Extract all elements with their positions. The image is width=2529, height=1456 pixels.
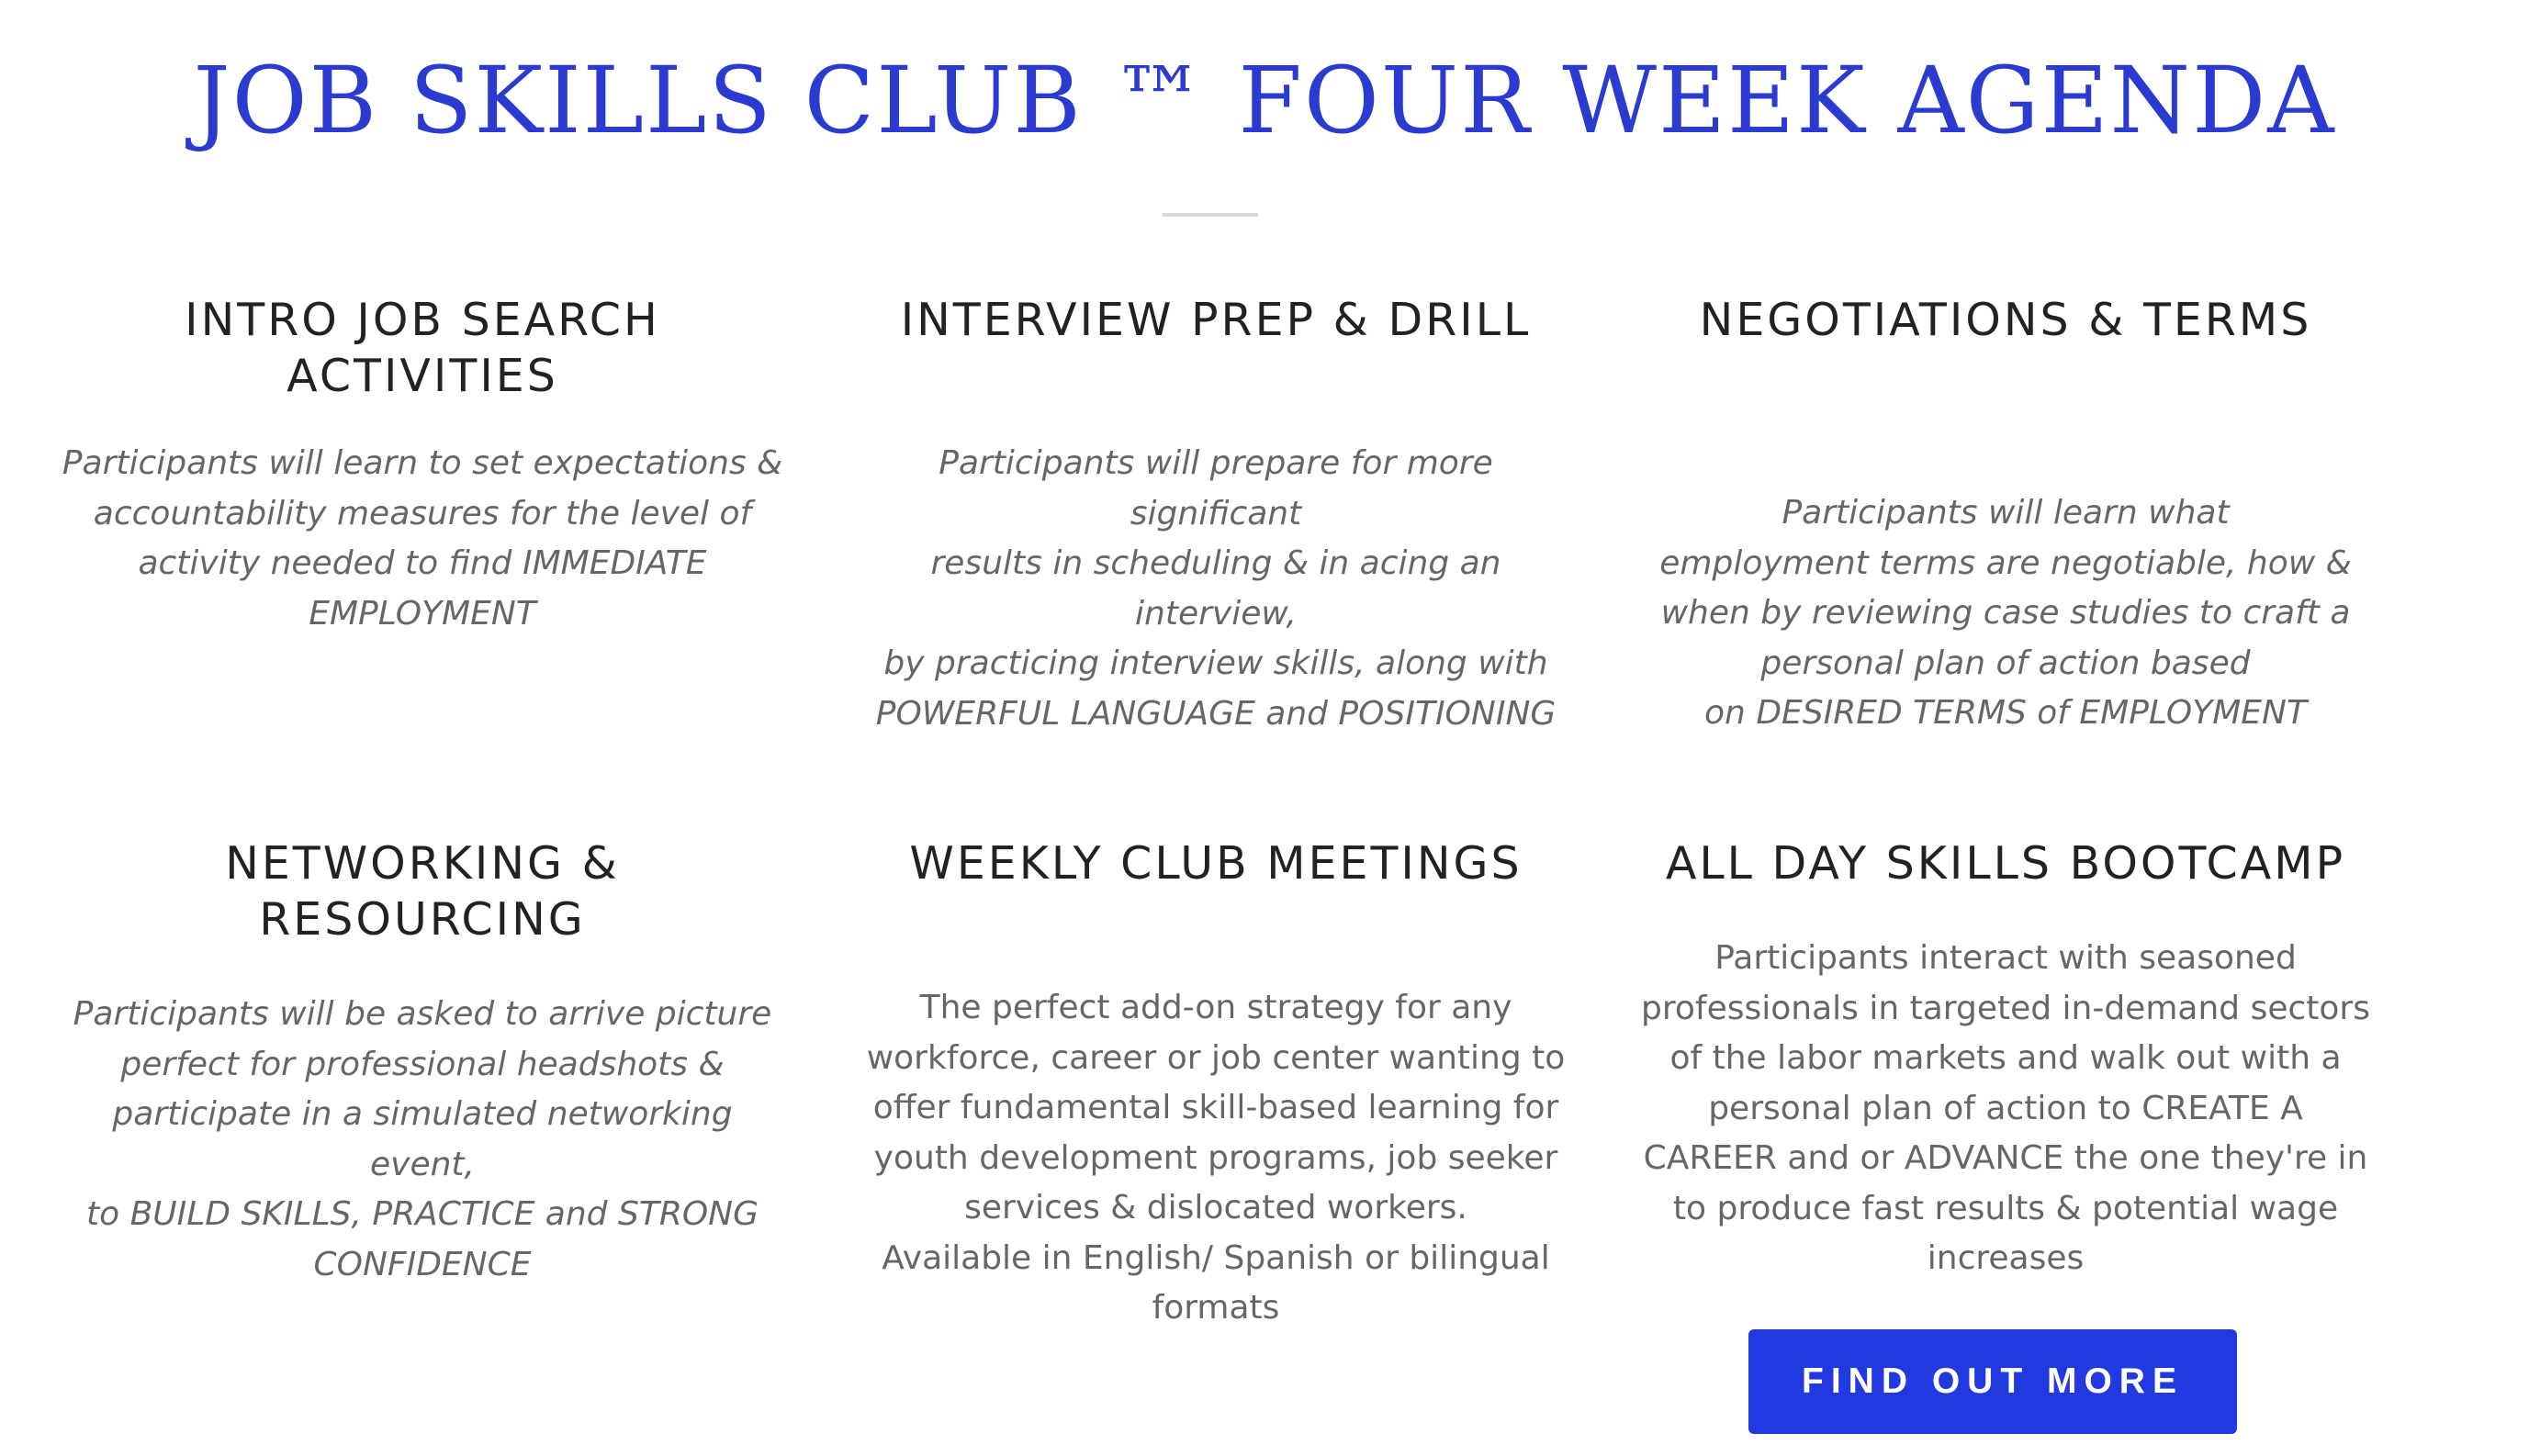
section-description: The perfect add-on strategy for any workforce, career or job center wanting to offer fundamental skill-based learning for youth development programs, job seeker services & dislocated workers. Available in English/ Spanish or bilingual formats: [866, 989, 1566, 1327]
section-heading: NETWORKING & RESOURCING: [225, 837, 620, 946]
section-heading: WEEKLY CLUB MEETINGS: [909, 837, 1523, 890]
section-heading: INTRO JOB SEARCH ACTIVITIES: [185, 294, 660, 402]
section-weekly-club: [849, 835, 1583, 1334]
section-description: Participants will learn what employment terms are negotiable, how & when by reviewing case studies to craft a personal plan of action based on DESIRED TERMS of EMPLOYMENT: [1659, 494, 2352, 732]
section-heading: NEGOTIATIONS & TERMS: [1699, 294, 2312, 346]
section-heading: INTERVIEW PREP & DRILL: [900, 294, 1532, 346]
section-description: Participants will learn to set expectations & accountability measures for the level of activity needed to find IMMEDIATE EMPLOYMENT: [62, 444, 783, 633]
section-description: Participants will prepare for more significant results in scheduling & in acing an interview, by practicing interview skills, along with POWERFUL LANGUAGE and POSITIONING: [875, 444, 1557, 733]
section-intro-job-search: [55, 292, 790, 639]
section-negotiations: [1638, 292, 2373, 739]
section-interview-prep: [849, 292, 1583, 739]
title-divider: [1163, 213, 1258, 217]
page-title: JOB SKILLS CLUB ™ FOUR WEEK AGENDA: [193, 47, 2336, 154]
section-networking: [55, 835, 790, 1290]
find-out-more-button[interactable]: FIND OUT MORE: [1748, 1329, 2237, 1434]
section-description: Participants interact with seasoned professionals in targeted in-demand sectors of the labor markets and walk out with a personal plan of action to CREATE A CAREER and or ADVANCE the one they're in to produce fast results & potential wage increases: [1641, 939, 2370, 1277]
section-heading: ALL DAY SKILLS BOOTCAMP: [1665, 837, 2346, 890]
section-bootcamp: [1638, 835, 2373, 1284]
section-description: Participants will be asked to arrive picture perfect for professional headshots & participate in a simulated networking event, to BUILD SKILLS, PRACTICE and STRONG CONFIDENCE: [73, 995, 772, 1283]
